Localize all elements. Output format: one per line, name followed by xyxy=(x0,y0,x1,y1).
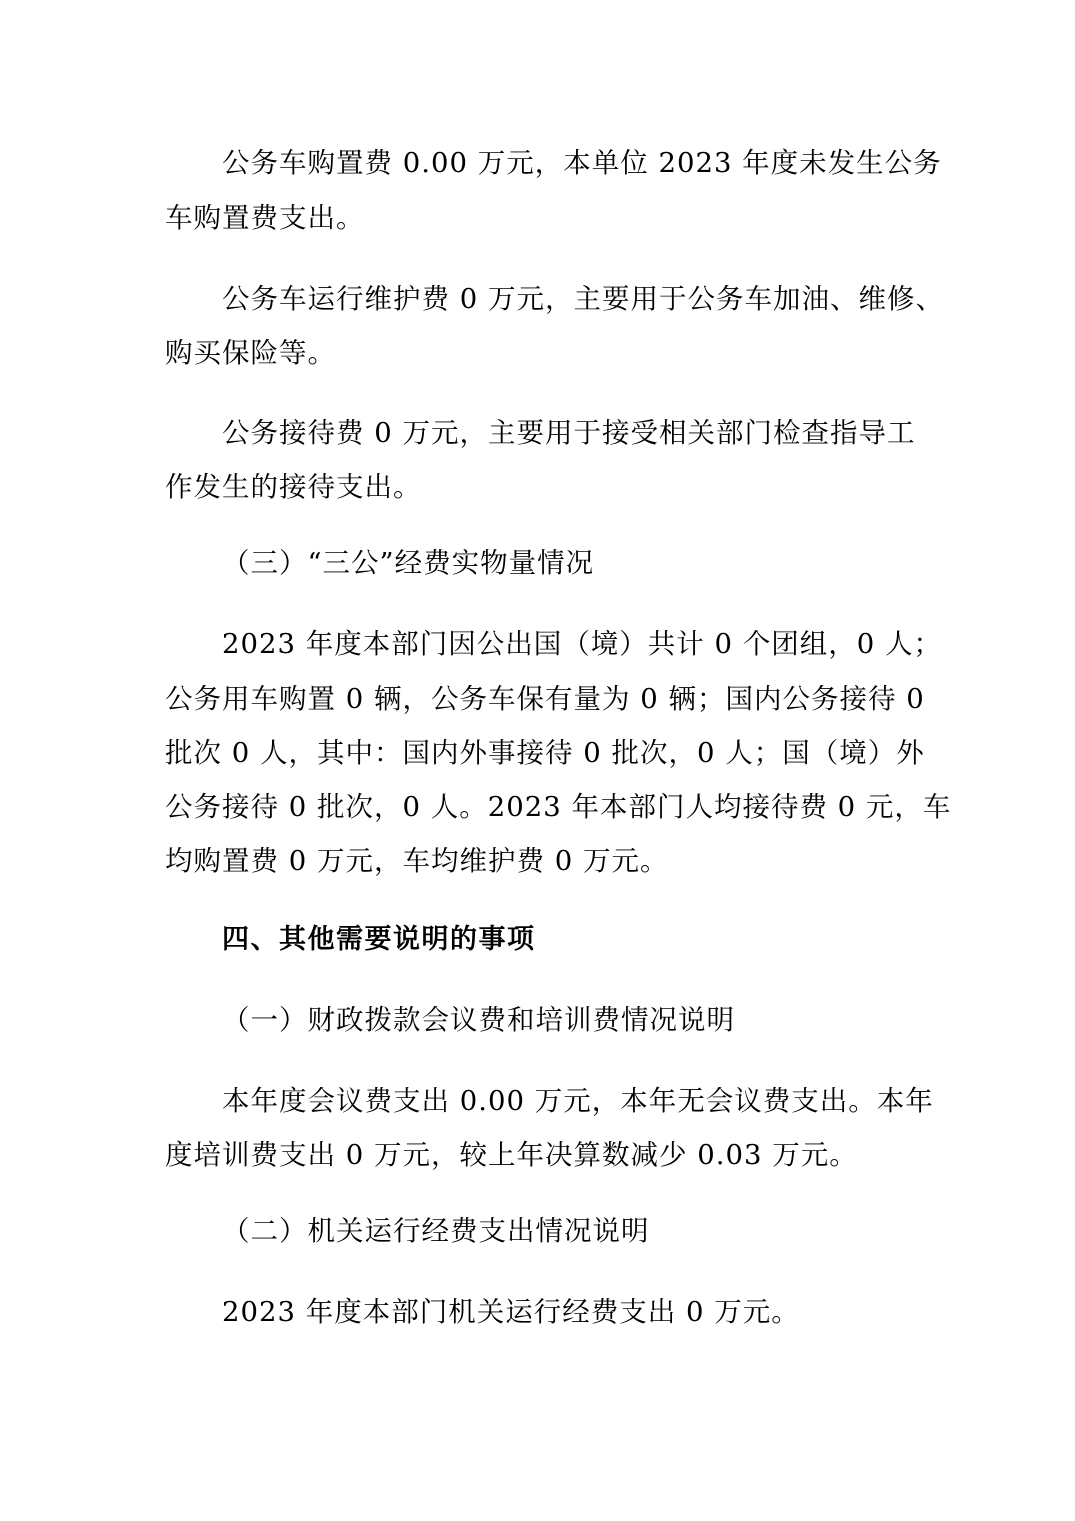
paragraph-line: 本年度会议费支出 0.00 万元，本年无会议费支出。本年 xyxy=(222,1085,934,1117)
paragraph-line: 2023 年度本部门因公出国（境）共计 0 个团组，0 人； xyxy=(222,628,942,660)
paragraph-line: 公务接待费 0 万元，主要用于接受相关部门检查指导工 xyxy=(222,417,916,449)
paragraph-line: 购买保险等。 xyxy=(165,337,336,369)
paragraph-line: 公务用车购置 0 辆，公务车保有量为 0 辆；国内公务接待 0 xyxy=(165,683,925,715)
subheading: （一）财政拨款会议费和培训费情况说明 xyxy=(222,1004,735,1036)
paragraph-line: 公务车运行维护费 0 万元，主要用于公务车加油、维修、 xyxy=(222,283,944,315)
subheading: （三）“三公”经费实物量情况 xyxy=(222,547,595,579)
paragraph-line: 公务车购置费 0.00 万元，本单位 2023 年度未发生公务 xyxy=(222,147,942,179)
paragraph-line: 批次 0 人，其中：国内外事接待 0 批次，0 人；国（境）外 xyxy=(165,737,925,769)
paragraph-line: 均购置费 0 万元，车均维护费 0 万元。 xyxy=(165,845,669,877)
paragraph-line: 车购置费支出。 xyxy=(165,202,365,234)
paragraph-line: 作发生的接待支出。 xyxy=(165,471,422,503)
section-heading: 四、其他需要说明的事项 xyxy=(222,924,536,955)
paragraph-line: 2023 年度本部门机关运行经费支出 0 万元。 xyxy=(222,1296,800,1328)
subheading: （二）机关运行经费支出情况说明 xyxy=(222,1215,650,1247)
paragraph-line: 度培训费支出 0 万元，较上年决算数减少 0.03 万元。 xyxy=(165,1139,858,1171)
paragraph-line: 公务接待 0 批次，0 人。2023 年本部门人均接待费 0 元，车 xyxy=(165,791,952,823)
